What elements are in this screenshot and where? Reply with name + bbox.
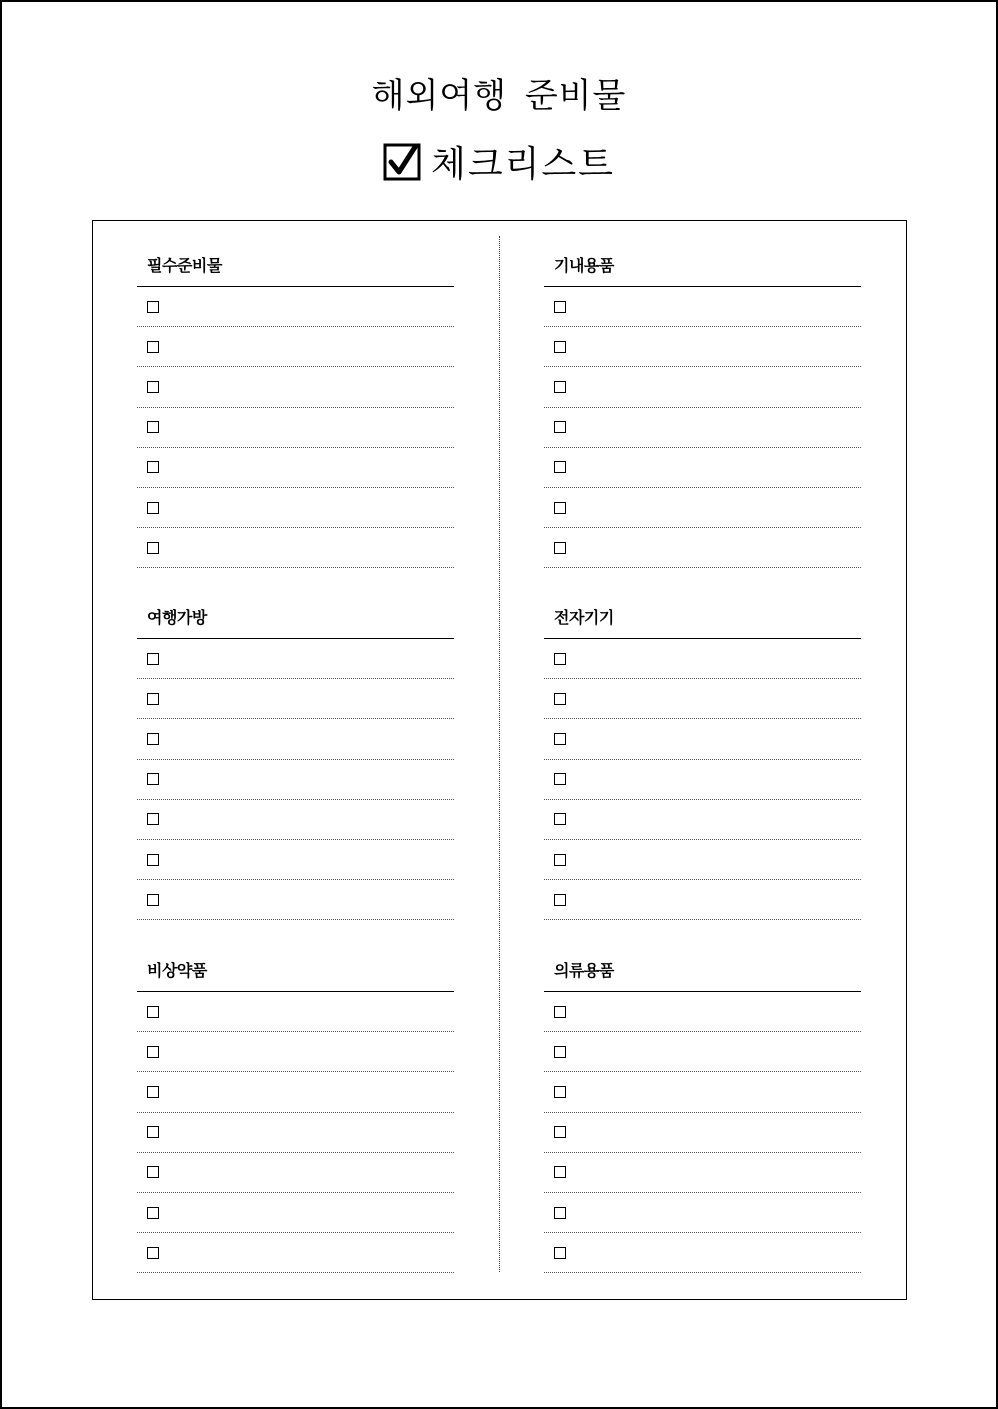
checklist-row (137, 1233, 454, 1273)
checkbox-icon[interactable] (147, 1166, 159, 1178)
checklist-row (544, 840, 861, 880)
checklist-row (137, 1072, 454, 1112)
checklist-row (544, 1153, 861, 1193)
checklist-row (137, 1113, 454, 1153)
checklist-row (544, 679, 861, 719)
checklist-row (137, 488, 454, 528)
checkbox-icon[interactable] (554, 1086, 566, 1098)
checkbox-icon[interactable] (147, 1006, 159, 1018)
checkbox-icon[interactable] (554, 733, 566, 745)
checklist-row (544, 639, 861, 679)
checklist-section (544, 589, 861, 920)
checkbox-icon[interactable] (554, 301, 566, 313)
checklist-row (544, 287, 861, 327)
checkbox-icon[interactable] (554, 1247, 566, 1259)
checkbox-icon[interactable] (147, 1086, 159, 1098)
checklist-row (544, 1193, 861, 1233)
checklist-row (137, 327, 454, 367)
checkbox-icon[interactable] (147, 653, 159, 665)
checklist-row (137, 992, 454, 1032)
checklist-section (544, 942, 861, 1273)
page-title: 해외여행 준비물 (371, 76, 627, 116)
subtitle: 체크리스트 (431, 144, 615, 185)
checkbox-icon[interactable] (147, 773, 159, 785)
checklist-row (137, 840, 454, 880)
checkbox-icon[interactable] (147, 1247, 159, 1259)
checkbox-icon[interactable] (554, 854, 566, 866)
checkbox-icon[interactable] (147, 502, 159, 514)
section-title: 전자기기 (544, 589, 861, 639)
checklist-row (137, 1153, 454, 1193)
checkbox-icon[interactable] (147, 461, 159, 473)
checklist-row (137, 760, 454, 800)
checklist-row (137, 880, 454, 920)
checklist-section (137, 589, 454, 920)
checkbox-icon[interactable] (554, 894, 566, 906)
checkbox-icon[interactable] (147, 381, 159, 393)
checkbox-icon[interactable] (554, 1126, 566, 1138)
checkbox-icon[interactable] (147, 894, 159, 906)
checklist-row (544, 1032, 861, 1072)
checklist-row (137, 679, 454, 719)
checkbox-icon[interactable] (147, 542, 159, 554)
checkbox-icon[interactable] (554, 502, 566, 514)
checkbox-icon[interactable] (147, 813, 159, 825)
checkbox-icon[interactable] (554, 773, 566, 785)
checklist-row (137, 367, 454, 407)
checkbox-icon[interactable] (554, 341, 566, 353)
checklist-row (544, 800, 861, 840)
checklist-row (137, 800, 454, 840)
checklist-row (137, 528, 454, 568)
checkbox-icon[interactable] (554, 542, 566, 554)
checked-box-icon (383, 143, 421, 181)
checklist-row (544, 327, 861, 367)
checkbox-icon[interactable] (147, 693, 159, 705)
checkbox-icon[interactable] (554, 381, 566, 393)
checklist-section (544, 237, 861, 568)
checklist-row (137, 719, 454, 759)
checkbox-icon[interactable] (147, 341, 159, 353)
checklist-row (544, 528, 861, 568)
column-divider (499, 236, 500, 1272)
checklist-row (544, 448, 861, 488)
checkbox-icon[interactable] (147, 421, 159, 433)
section-title: 비상약품 (137, 942, 454, 992)
checkbox-icon[interactable] (554, 1006, 566, 1018)
checklist-row (137, 639, 454, 679)
checkbox-icon[interactable] (554, 813, 566, 825)
checkbox-icon[interactable] (147, 1046, 159, 1058)
checkbox-icon[interactable] (554, 461, 566, 473)
checkbox-icon[interactable] (147, 854, 159, 866)
checklist-row (544, 1113, 861, 1153)
checklist-row (137, 287, 454, 327)
checklist-row (544, 367, 861, 407)
checkbox-icon[interactable] (147, 1207, 159, 1219)
section-title: 기내용품 (544, 237, 861, 287)
checkbox-icon[interactable] (147, 1126, 159, 1138)
checkbox-icon[interactable] (554, 421, 566, 433)
checklist-row (137, 1032, 454, 1072)
section-title: 필수준비물 (137, 237, 454, 287)
checklist-section (137, 237, 454, 568)
checkbox-icon[interactable] (147, 733, 159, 745)
subtitle-row (0, 136, 998, 187)
checklist-row (544, 1072, 861, 1112)
checklist-row (137, 408, 454, 448)
checklist-row (544, 719, 861, 759)
checkbox-icon[interactable] (147, 301, 159, 313)
section-title: 의류용품 (544, 942, 861, 992)
checklist-row (544, 488, 861, 528)
checklist-row (544, 992, 861, 1032)
checkbox-icon[interactable] (554, 1046, 566, 1058)
checkbox-icon[interactable] (554, 1207, 566, 1219)
checklist-row (544, 1233, 861, 1273)
checkbox-icon[interactable] (554, 693, 566, 705)
checklist-row (137, 1193, 454, 1233)
checklist-section (137, 942, 454, 1273)
checklist-row (544, 880, 861, 920)
section-title: 여행가방 (137, 589, 454, 639)
checklist-row (137, 448, 454, 488)
checkbox-icon[interactable] (554, 653, 566, 665)
checkbox-icon[interactable] (554, 1166, 566, 1178)
checklist-row (544, 408, 861, 448)
checklist-row (544, 760, 861, 800)
